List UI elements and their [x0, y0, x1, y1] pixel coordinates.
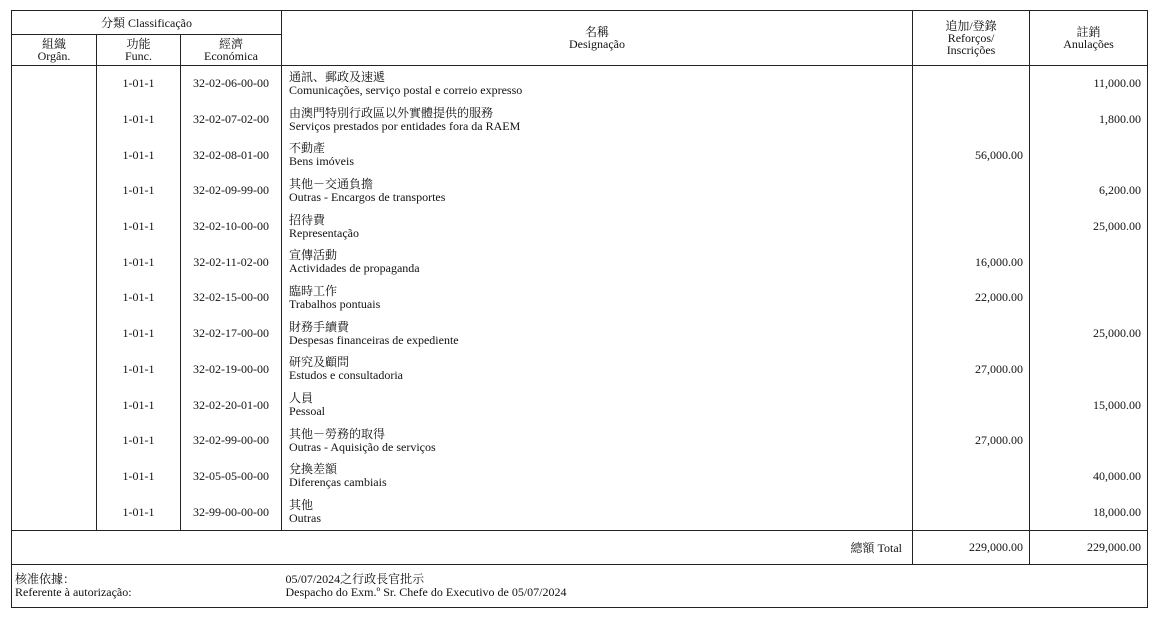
econ-header-zh: 經濟 — [219, 37, 244, 51]
total-label: 總額 Total — [282, 530, 913, 564]
func-cell: 1-01-1 — [97, 173, 181, 209]
anulacoes-cell: 25,000.00 — [1030, 316, 1148, 352]
designation-zh: 兌換差額 — [289, 462, 338, 477]
designation-cell — [282, 423, 913, 459]
designation-header — [282, 11, 913, 66]
func-header-zh: 功能 — [126, 37, 151, 51]
econ-cell: 32-02-10-00-00 — [181, 209, 282, 245]
func-cell: 1-01-1 — [97, 423, 181, 459]
func-cell: 1-01-1 — [97, 66, 181, 102]
authorization-label-cell — [12, 564, 282, 607]
anulacoes-cell: 1,800.00 — [1030, 102, 1148, 138]
designation-zh: 其他－交通負擔 — [289, 176, 374, 191]
organ-cell — [12, 494, 97, 530]
reforcos-header-zh: 追加/登錄 — [945, 19, 997, 33]
reforcos-cell: 27,000.00 — [913, 423, 1030, 459]
classification-header: 分類 Classificação — [12, 11, 282, 35]
econ-cell: 32-02-11-02-00 — [181, 244, 282, 280]
anulacoes-cell — [1030, 137, 1148, 173]
func-cell: 1-01-1 — [97, 137, 181, 173]
designation-cell — [282, 244, 913, 280]
designation-pt: Comunicações, serviço postal e correio expresso — [289, 82, 523, 97]
table-row — [12, 137, 1148, 173]
reforcos-cell: 56,000.00 — [913, 137, 1030, 173]
designation-zh: 臨時工作 — [289, 283, 338, 298]
organ-cell — [12, 423, 97, 459]
designation-cell — [282, 137, 913, 173]
organ-cell — [12, 316, 97, 352]
table-row — [12, 387, 1148, 423]
table-body — [12, 66, 1148, 531]
func-cell: 1-01-1 — [97, 316, 181, 352]
table-row — [12, 280, 1148, 316]
table-row — [12, 459, 1148, 495]
total-row — [12, 530, 1148, 564]
table-row — [12, 494, 1148, 530]
reforcos-cell — [913, 459, 1030, 495]
designation-cell — [282, 387, 913, 423]
reforcos-header-pt2: Inscrições — [946, 43, 996, 57]
designation-zh: 人員 — [289, 391, 314, 406]
econ-cell: 32-02-06-00-00 — [181, 66, 282, 102]
econ-cell: 32-02-08-01-00 — [181, 137, 282, 173]
organ-header — [12, 35, 97, 66]
organ-cell — [12, 244, 97, 280]
designation-pt: Outras - Encargos de transportes — [289, 189, 446, 204]
func-header-pt: Func. — [125, 49, 152, 63]
anulacoes-header-zh: 註銷 — [1076, 25, 1101, 39]
designation-zh: 財務手續費 — [289, 319, 350, 334]
anulacoes-cell: 25,000.00 — [1030, 209, 1148, 245]
reforcos-header — [913, 11, 1030, 66]
organ-cell — [12, 459, 97, 495]
designation-pt: Serviços prestados por entidades fora da RAEM — [289, 118, 521, 133]
designation-pt: Outras — [289, 511, 322, 526]
designation-pt: Outras - Aquisição de serviços — [289, 439, 436, 454]
econ-cell: 32-02-09-99-00 — [181, 173, 282, 209]
table-row — [12, 423, 1148, 459]
designation-zh: 由澳門特別行政區以外實體提供的服務 — [289, 105, 494, 120]
econ-cell: 32-02-17-00-00 — [181, 316, 282, 352]
reforcos-header-pt1: Reforços/ — [947, 31, 995, 45]
func-cell: 1-01-1 — [97, 209, 181, 245]
table-row — [12, 173, 1148, 209]
anulacoes-cell — [1030, 352, 1148, 388]
authorization-row — [12, 564, 1148, 607]
anulacoes-cell: 18,000.00 — [1030, 494, 1148, 530]
econ-header — [181, 35, 282, 66]
designation-pt: Trabalhos pontuais — [289, 296, 381, 311]
designation-header-pt: Designação — [569, 37, 625, 51]
designation-cell — [282, 102, 913, 138]
anulacoes-cell — [1030, 244, 1148, 280]
table-row — [12, 102, 1148, 138]
table-row — [12, 66, 1148, 102]
authorization-text-cell — [282, 564, 1148, 607]
reforcos-cell — [913, 66, 1030, 102]
reforcos-cell — [913, 173, 1030, 209]
econ-cell: 32-02-20-01-00 — [181, 387, 282, 423]
authorization-label-pt: Referente à autorização: — [15, 584, 132, 599]
organ-cell — [12, 352, 97, 388]
econ-cell: 32-99-00-00-00 — [181, 494, 282, 530]
total-blank-cell — [12, 530, 282, 564]
organ-header-pt: Orgân. — [37, 49, 71, 63]
designation-zh: 研究及顧問 — [289, 355, 350, 370]
designation-cell — [282, 316, 913, 352]
designation-zh: 宣傳活動 — [289, 248, 338, 263]
econ-header-pt: Económica — [204, 49, 258, 63]
designation-pt: Despesas financeiras de expediente — [289, 332, 459, 347]
func-cell: 1-01-1 — [97, 102, 181, 138]
total-reforcos: 229,000.00 — [913, 530, 1030, 564]
table-row — [12, 244, 1148, 280]
organ-cell — [12, 280, 97, 316]
authorization-text-pt: Despacho do Exm.º Sr. Chefe do Executivo de 05/07/2024 — [285, 584, 567, 599]
anulacoes-header-pt: Anulações — [1063, 37, 1114, 51]
econ-cell: 32-02-99-00-00 — [181, 423, 282, 459]
anulacoes-cell: 15,000.00 — [1030, 387, 1148, 423]
econ-cell: 32-02-19-00-00 — [181, 352, 282, 388]
designation-pt: Actividades de propaganda — [289, 261, 420, 276]
designation-cell — [282, 459, 913, 495]
reforcos-cell — [913, 102, 1030, 138]
reforcos-cell: 27,000.00 — [913, 352, 1030, 388]
organ-cell — [12, 387, 97, 423]
table-row — [12, 316, 1148, 352]
designation-zh: 通訊、郵政及速遞 — [289, 69, 386, 84]
total-anulacoes: 229,000.00 — [1030, 530, 1148, 564]
designation-pt: Estudos e consultadoria — [289, 368, 403, 383]
anulacoes-cell: 40,000.00 — [1030, 459, 1148, 495]
designation-cell — [282, 173, 913, 209]
func-cell: 1-01-1 — [97, 352, 181, 388]
designation-header-zh: 名稱 — [585, 25, 610, 39]
reforcos-cell: 22,000.00 — [913, 280, 1030, 316]
organ-cell — [12, 102, 97, 138]
func-cell: 1-01-1 — [97, 244, 181, 280]
reforcos-cell — [913, 209, 1030, 245]
designation-zh: 招待費 — [289, 212, 326, 227]
header-row-1 — [12, 11, 1148, 35]
designation-pt: Bens imóveis — [289, 154, 355, 169]
econ-cell: 32-02-07-02-00 — [181, 102, 282, 138]
designation-cell — [282, 352, 913, 388]
designation-cell — [282, 494, 913, 530]
designation-pt: Pessoal — [289, 404, 326, 419]
econ-cell: 32-02-15-00-00 — [181, 280, 282, 316]
organ-cell — [12, 137, 97, 173]
organ-cell — [12, 173, 97, 209]
designation-pt: Diferenças cambiais — [289, 475, 387, 490]
designation-cell — [282, 209, 913, 245]
reforcos-cell — [913, 494, 1030, 530]
anulacoes-cell — [1030, 280, 1148, 316]
organ-header-zh: 組織 — [41, 37, 66, 51]
designation-zh: 其他 — [289, 498, 314, 513]
func-header — [97, 35, 181, 66]
func-cell: 1-01-1 — [97, 494, 181, 530]
anulacoes-cell: 11,000.00 — [1030, 66, 1148, 102]
organ-cell — [12, 209, 97, 245]
authorization-text-zh: 05/07/2024之行政長官批示 — [285, 571, 425, 586]
designation-cell — [282, 66, 913, 102]
func-cell: 1-01-1 — [97, 459, 181, 495]
anulacoes-cell: 6,200.00 — [1030, 173, 1148, 209]
designation-zh: 不動產 — [289, 141, 326, 156]
authorization-label-zh: 核准依據： — [15, 571, 76, 586]
designation-pt: Representação — [289, 225, 359, 240]
econ-cell: 32-05-05-00-00 — [181, 459, 282, 495]
reforcos-cell — [913, 387, 1030, 423]
budget-table — [11, 10, 1148, 608]
reforcos-cell: 16,000.00 — [913, 244, 1030, 280]
designation-cell — [282, 280, 913, 316]
anulacoes-header — [1030, 11, 1148, 66]
table-row — [12, 209, 1148, 245]
func-cell: 1-01-1 — [97, 387, 181, 423]
reforcos-cell — [913, 316, 1030, 352]
designation-zh: 其他－勞務的取得 — [289, 426, 386, 441]
anulacoes-cell — [1030, 423, 1148, 459]
func-cell: 1-01-1 — [97, 280, 181, 316]
table-row — [12, 352, 1148, 388]
organ-cell — [12, 66, 97, 102]
